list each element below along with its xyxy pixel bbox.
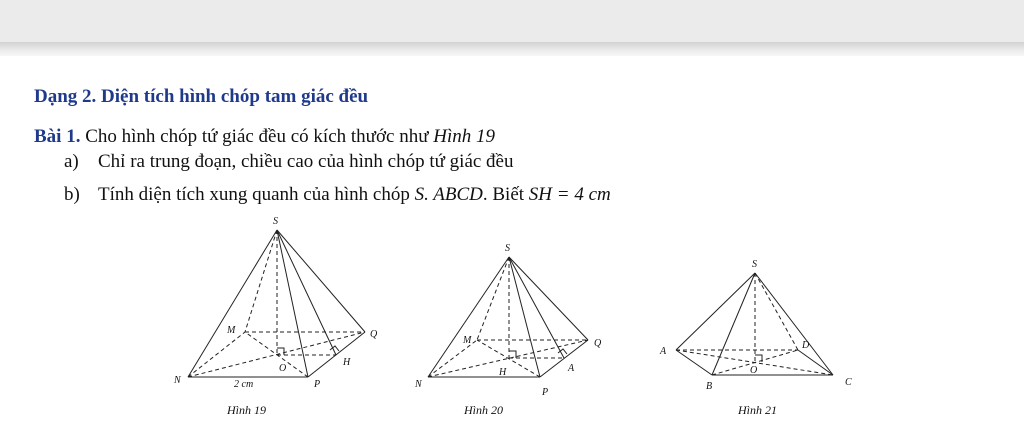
figure-20 — [410, 205, 620, 425]
part-b-text: Tính diện tích xung quanh của hình chóp — [98, 184, 415, 205]
part-b-given: SH = 4 cm — [528, 184, 611, 205]
fig19-point-o: O — [279, 363, 287, 374]
fig19-point-q: Q — [370, 329, 378, 340]
fig19-point-s: S — [273, 216, 278, 227]
fig21-point-o: O — [750, 365, 758, 376]
fig19-point-h: H — [343, 357, 351, 368]
fig21-point-c: C — [845, 377, 852, 388]
exercise-statement — [34, 126, 495, 148]
fig19-point-m: M — [227, 325, 236, 336]
fig19-point-n: N — [174, 375, 181, 386]
fig19-edge-label: 2 cm — [234, 379, 254, 390]
fig19-caption: Hình 19 — [227, 403, 266, 417]
fig21-caption: Hình 21 — [738, 403, 777, 417]
part-a-label: a) — [64, 151, 79, 172]
fig19-point-p: P — [314, 379, 321, 390]
top-band — [0, 0, 1024, 42]
part-b-text-mid: . Biết — [482, 184, 529, 205]
fig20-point-a: A — [568, 363, 575, 374]
exercise-number: Bài 1. — [34, 126, 81, 147]
exercise-text: Cho hình chóp tứ giác đều có kích thước như — [85, 126, 434, 147]
fig20-point-p: P — [542, 387, 549, 398]
fig20-point-m: M — [463, 335, 472, 346]
fig20-point-s: S — [505, 243, 510, 254]
fig21-point-d: D — [802, 340, 810, 351]
part-a-text: Chỉ ra trung đoạn, chiều cao của hình chóp tứ giác đều — [98, 151, 514, 172]
section-title: Dạng 2. Diện tích hình chóp tam giác đều — [34, 86, 369, 107]
part-b-pyramid: S. ABCD — [414, 184, 483, 205]
fig21-point-a: A — [660, 346, 667, 357]
fig21-point-s: S — [752, 259, 757, 270]
part-b-label: b) — [64, 184, 80, 205]
figure-21 — [650, 205, 870, 425]
top-divider — [0, 42, 1024, 56]
figure-19 — [160, 205, 400, 425]
fig20-point-n: N — [415, 379, 422, 390]
fig20-caption: Hình 20 — [464, 403, 503, 417]
part-b — [64, 184, 611, 206]
fig20-point-q: Q — [594, 338, 602, 349]
exercise-figure-ref: Hình 19 — [433, 126, 495, 147]
fig20-point-h: H — [499, 367, 507, 378]
part-a — [64, 151, 514, 173]
fig21-point-b: B — [706, 381, 713, 392]
